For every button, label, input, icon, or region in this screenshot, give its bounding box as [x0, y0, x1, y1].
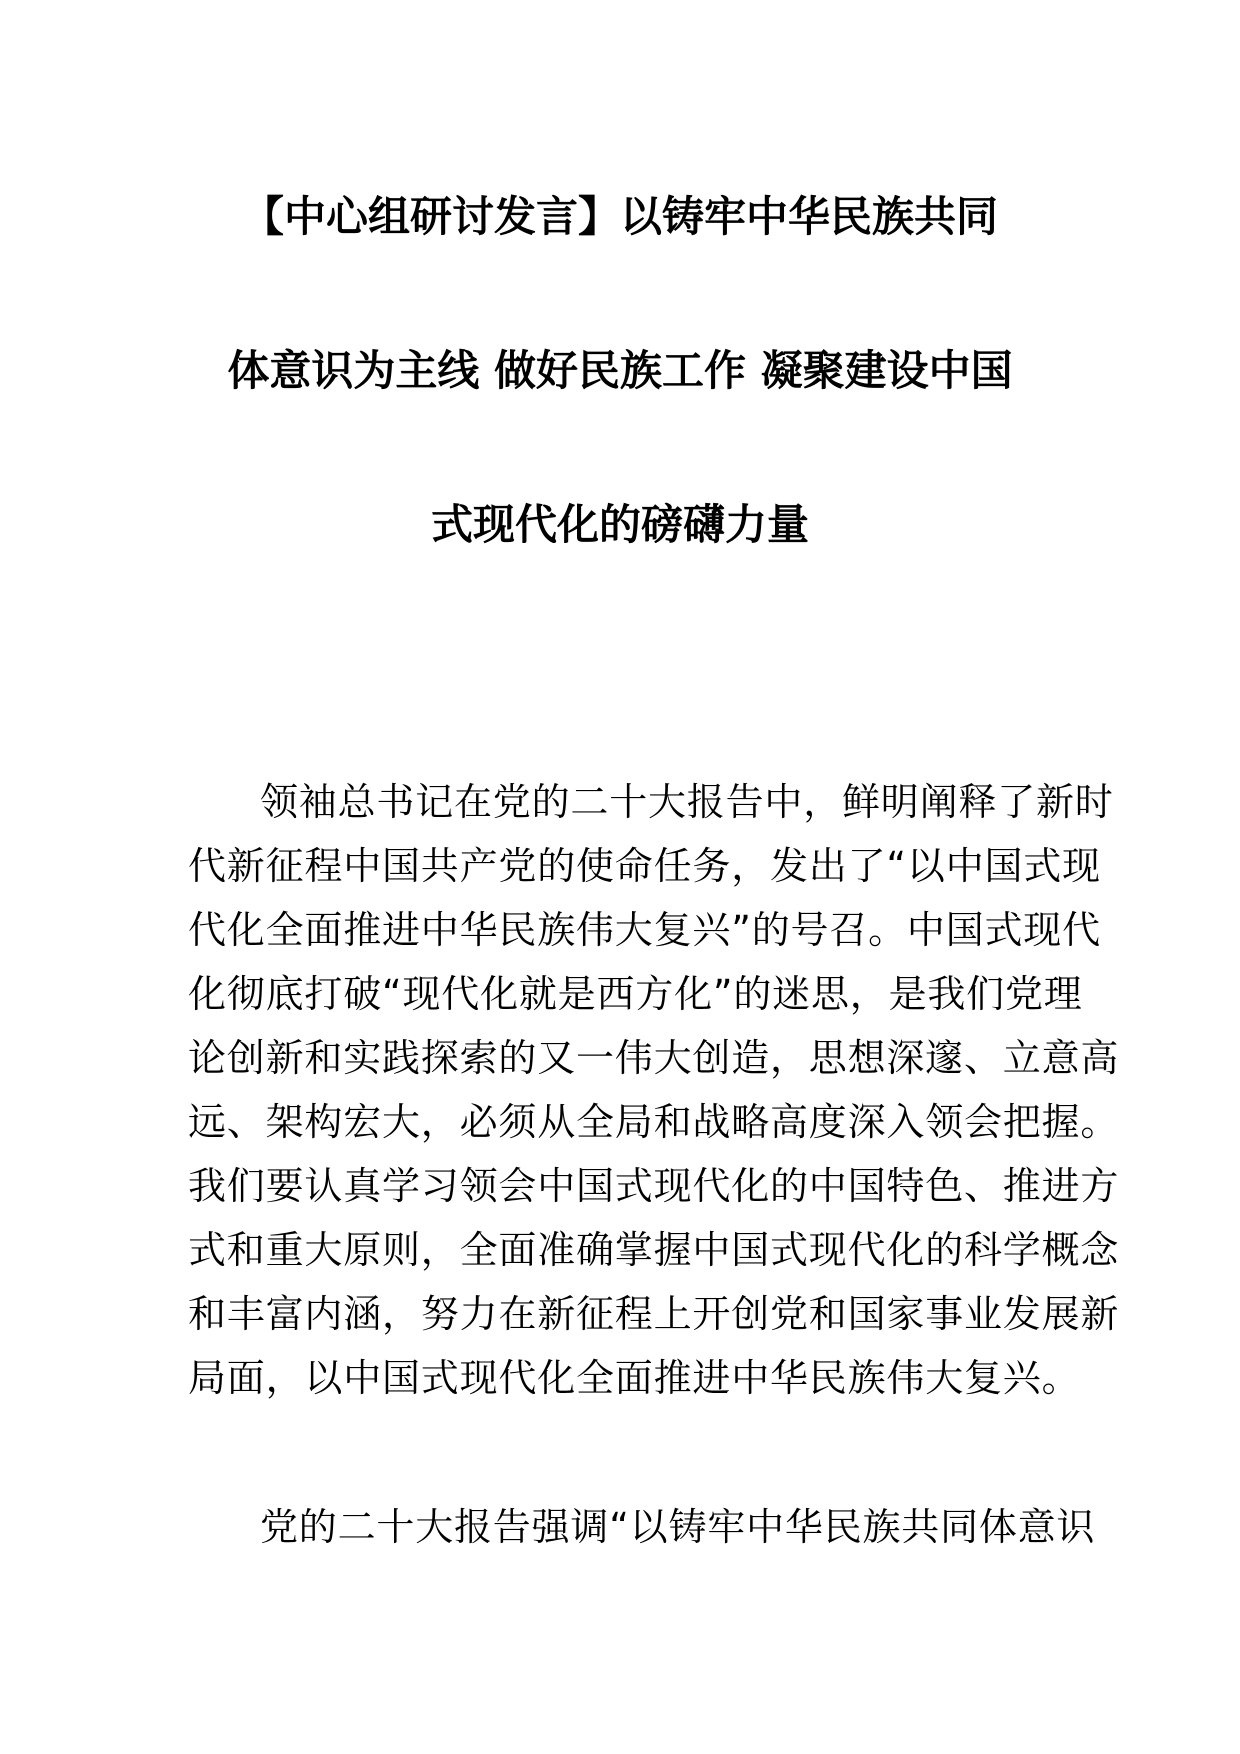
paragraph-1-line: 领袖总书记在党的二十大报告中，鲜明阐释了新时: [260, 780, 1114, 824]
paragraph-1-line: 化彻底打破“现代化就是西方化”的迷思，是我们党理: [188, 972, 1083, 1016]
paragraph-1-line: 论创新和实践探索的又一伟大创造，思想深邃、立意高: [188, 1036, 1120, 1080]
title-line-3: 式现代化的磅礴力量: [430, 500, 809, 549]
title-line-1: 【中心组研讨发言】以铸牢中华民族共同: [241, 192, 998, 241]
paragraph-2: [188, 1495, 1096, 1559]
paragraph-1-line: 式和重大原则，全面准确掌握中国式现代化的科学概念: [188, 1228, 1120, 1272]
title-line-2: 体意识为主线 做好民族工作 凝聚建设中国: [227, 346, 1013, 395]
paragraph-1: [188, 770, 1120, 1410]
paragraph-1-line: 我们要认真学习领会中国式现代化的中国特色、推进方: [188, 1164, 1120, 1208]
paragraph-1-line: 代新征程中国共产党的使命任务，发出了“以中国式现: [188, 844, 1101, 888]
paragraph-2-line: 党的二十大报告强调“以铸牢中华民族共同体意识: [260, 1505, 1096, 1549]
paragraph-1-line: 局面，以中国式现代化全面推进中华民族伟大复兴。: [188, 1356, 1081, 1400]
paragraph-1-line: 代化全面推进中华民族伟大复兴”的号召。中国式现代: [188, 908, 1101, 952]
paragraph-1-line: 远、架构宏大，必须从全局和战略高度深入领会把握。: [188, 1100, 1120, 1144]
paragraph-1-line: 和丰富内涵，努力在新征程上开创党和国家事业发展新: [188, 1292, 1120, 1336]
document-title: [150, 193, 1090, 549]
